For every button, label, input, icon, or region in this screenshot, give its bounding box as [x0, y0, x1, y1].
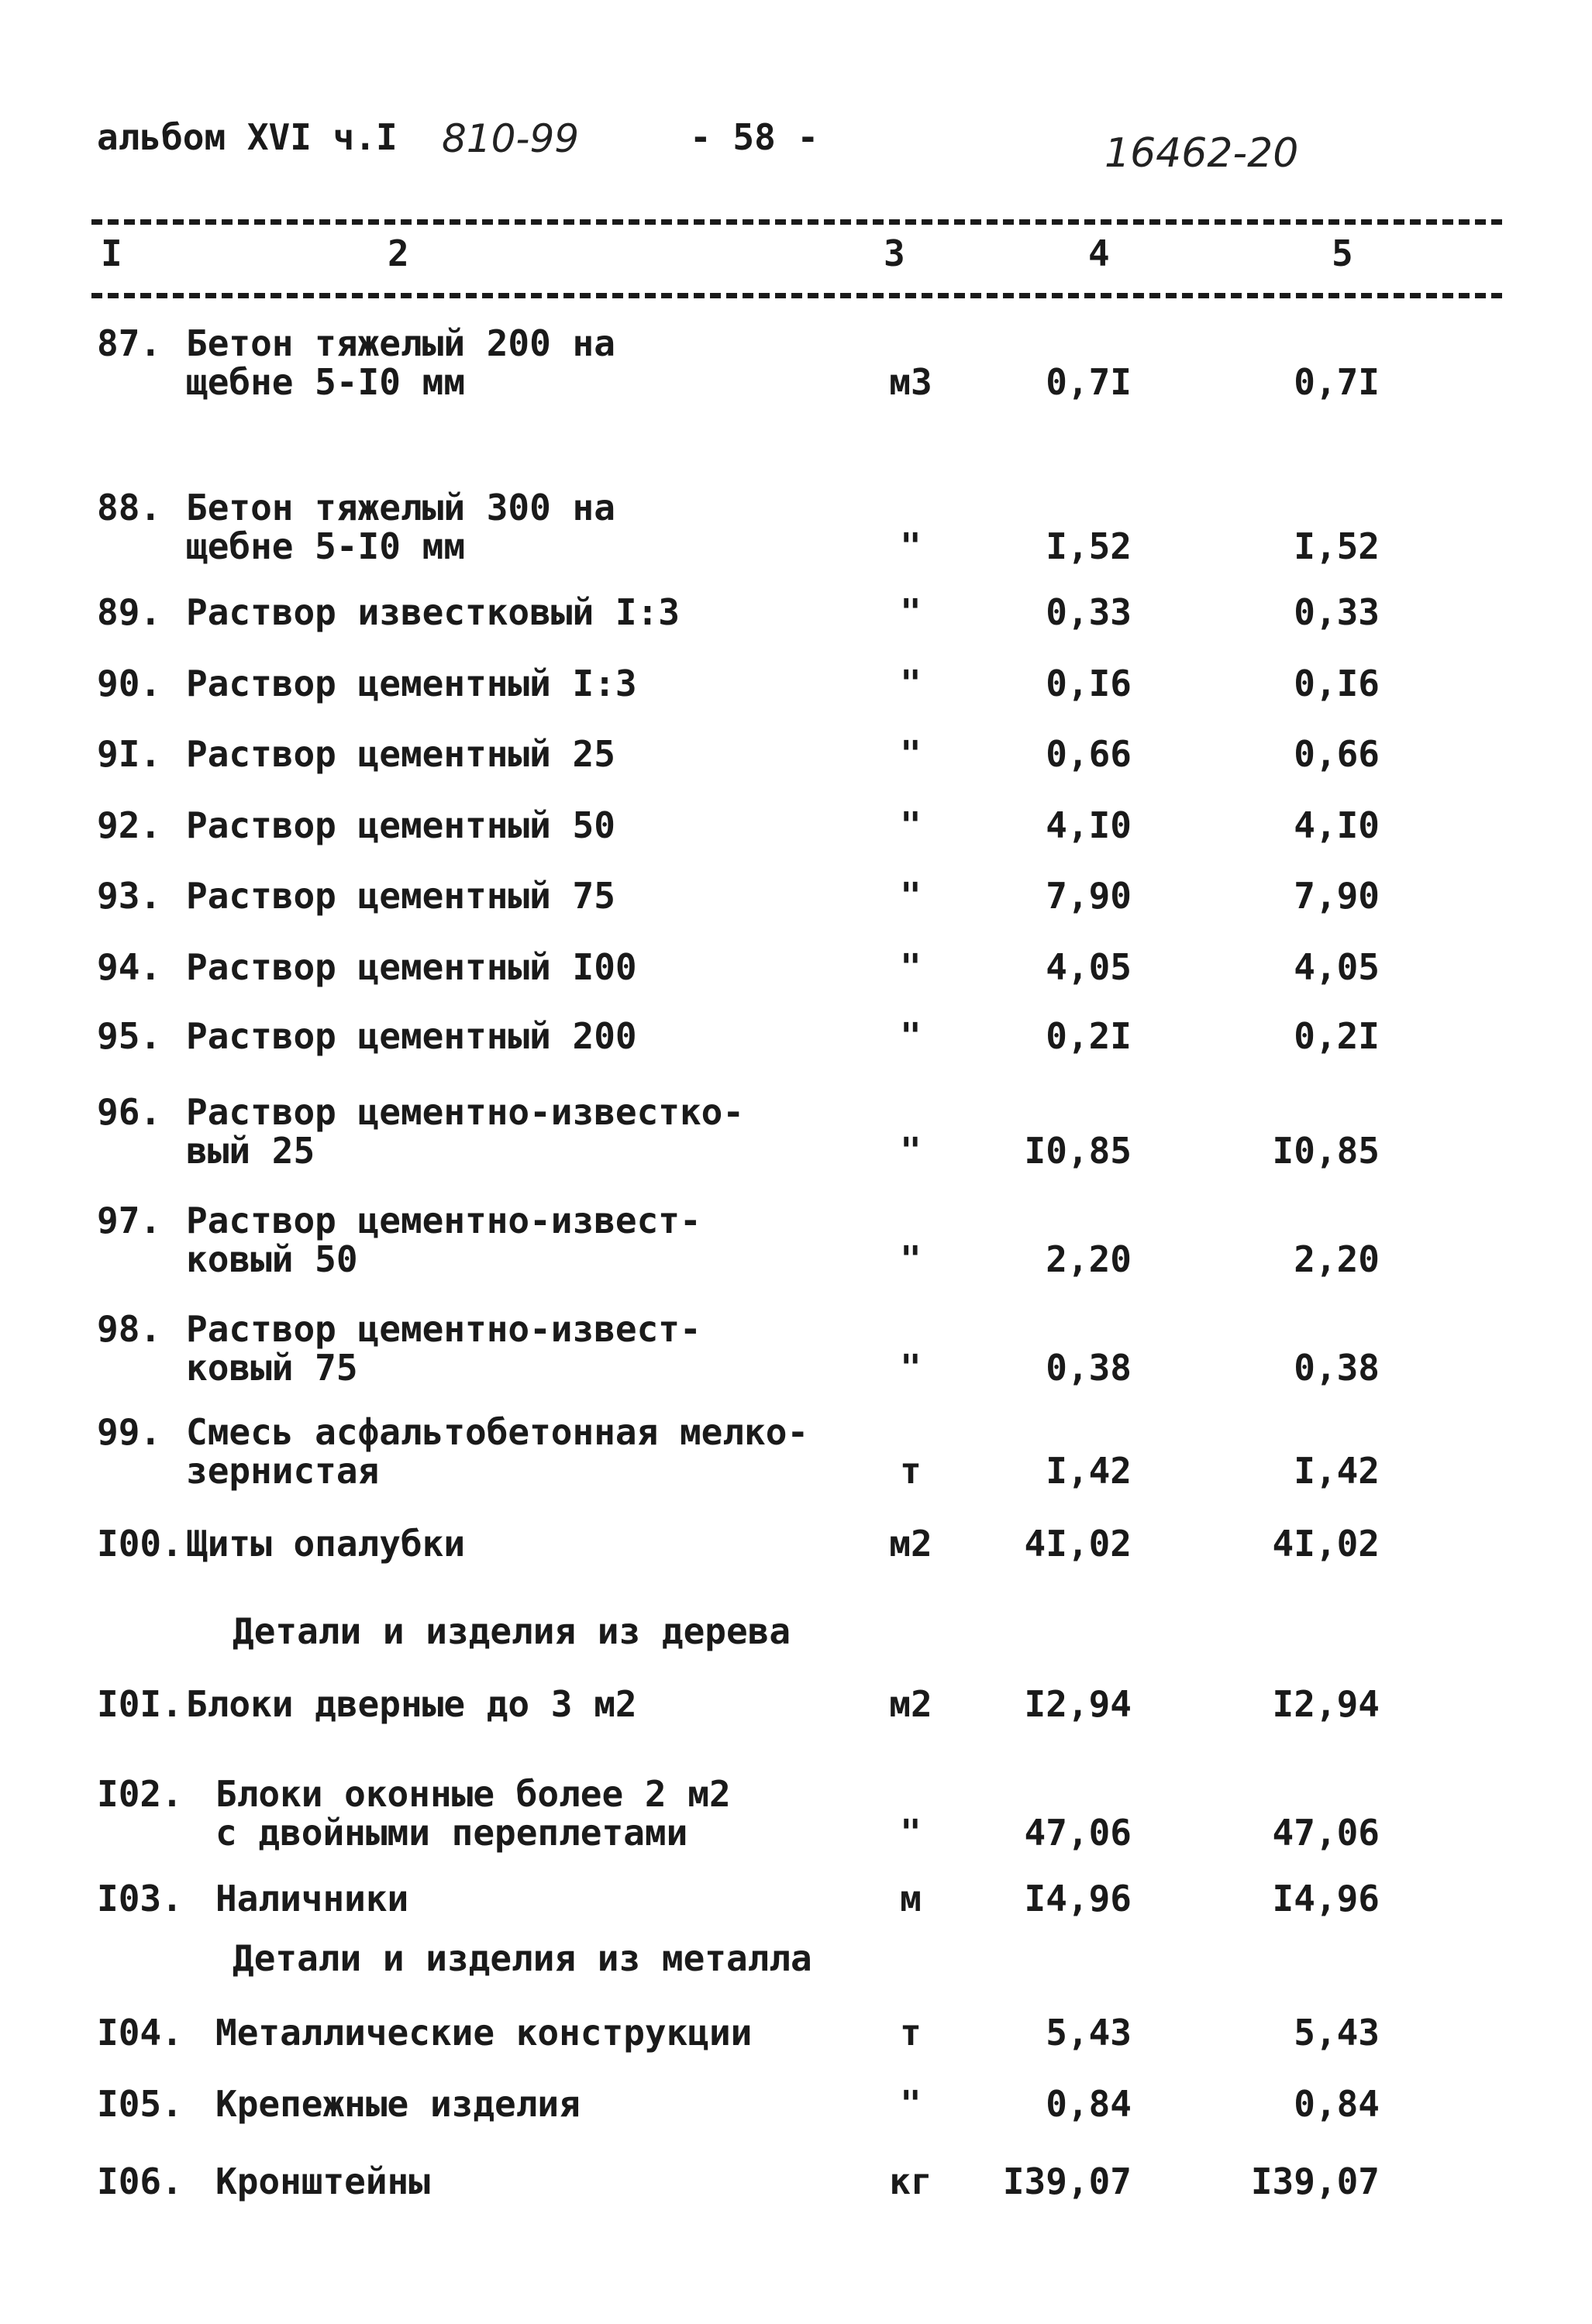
material-name: Щиты опалубки	[186, 1523, 466, 1565]
value-col-4: I2,94	[1024, 1683, 1132, 1725]
value-col-5: 0,2I	[1294, 1015, 1380, 1057]
value-col-5: 2,20	[1294, 1238, 1380, 1280]
value-col-4: 4,I0	[1046, 804, 1132, 846]
album-label: альбом XVI ч.I	[97, 116, 398, 158]
unit-cell: т	[900, 1450, 922, 1492]
material-name: Блоки оконные более 2 м2 с двойными переплетами	[215, 1773, 731, 1854]
value-col-4: 2,20	[1046, 1238, 1132, 1280]
material-name: Раствор цементно-извест- ковый 75	[186, 1308, 701, 1389]
row-number: 9I.	[97, 733, 162, 775]
row-number: 96.	[97, 1091, 162, 1133]
unit-cell: м3	[889, 361, 932, 403]
unit-cell: "	[900, 733, 922, 775]
row-number: 95.	[97, 1015, 162, 1057]
material-name: Раствор цементный 25	[186, 733, 615, 775]
row-number: I02.	[97, 1773, 183, 1815]
row-number: I00.	[97, 1523, 183, 1565]
material-name: Раствор цементный 200	[186, 1015, 637, 1057]
value-col-4: 0,38	[1046, 1347, 1132, 1389]
value-col-5: I,52	[1294, 525, 1380, 567]
row-number: I04.	[97, 2012, 183, 2054]
row-number: I06.	[97, 2160, 183, 2202]
value-col-5: 0,7I	[1294, 361, 1380, 403]
value-col-4: I0,85	[1024, 1130, 1132, 1172]
row-number: 99.	[97, 1411, 162, 1453]
unit-cell: "	[900, 804, 922, 846]
material-name: Крепежные изделия	[215, 2083, 581, 2125]
column-header-4: 4	[1088, 232, 1110, 274]
material-name: Бетон тяжелый 200 на щебне 5-I0 мм	[186, 322, 615, 403]
row-number: 97.	[97, 1200, 162, 1241]
value-col-4: I,42	[1046, 1450, 1132, 1492]
value-col-5: 4,I0	[1294, 804, 1380, 846]
unit-cell: "	[900, 525, 922, 567]
value-col-4: 4I,02	[1024, 1523, 1132, 1565]
material-name: Блоки дверные до 3 м2	[186, 1683, 637, 1725]
row-number: I05.	[97, 2083, 183, 2125]
unit-cell: "	[900, 2083, 922, 2125]
value-col-4: 0,66	[1046, 733, 1132, 775]
value-col-4: 0,I6	[1046, 663, 1132, 704]
unit-cell: т	[900, 2012, 922, 2054]
value-col-5: I,42	[1294, 1450, 1380, 1492]
unit-cell: м2	[889, 1523, 932, 1565]
page-number: - 58 -	[690, 116, 819, 158]
material-name: Раствор цементно-известко- вый 25	[186, 1091, 745, 1172]
value-col-5: I2,94	[1272, 1683, 1380, 1725]
value-col-4: I4,96	[1024, 1878, 1132, 1919]
column-header-1: I	[101, 232, 122, 274]
column-header-3: 3	[884, 232, 905, 274]
value-col-5: I4,96	[1272, 1878, 1380, 1919]
value-col-4: 0,33	[1046, 591, 1132, 633]
value-col-4: I39,07	[1002, 2160, 1132, 2202]
value-col-5: 0,38	[1294, 1347, 1380, 1389]
row-number: 87.	[97, 322, 162, 364]
value-col-5: 0,66	[1294, 733, 1380, 775]
value-col-4: 0,84	[1046, 2083, 1132, 2125]
handwritten-doc-number: 16462-20	[1104, 130, 1299, 177]
section-heading-wood: Детали и изделия из дерева	[233, 1610, 791, 1652]
row-number: 94.	[97, 946, 162, 988]
unit-cell: м	[900, 1878, 922, 1919]
value-col-4: I,52	[1046, 525, 1132, 567]
unit-cell: "	[900, 1130, 922, 1172]
material-name: Раствор цементно-извест- ковый 50	[186, 1200, 701, 1280]
value-col-5: I0,85	[1272, 1130, 1380, 1172]
unit-cell: "	[900, 875, 922, 917]
unit-cell: "	[900, 1015, 922, 1057]
material-name: Раствор известковый I:3	[186, 591, 680, 633]
handwritten-code: 810-99	[442, 116, 580, 161]
value-col-5: 47,06	[1272, 1812, 1380, 1854]
unit-cell: "	[900, 591, 922, 633]
column-header-2: 2	[388, 232, 409, 274]
row-number: 88.	[97, 487, 162, 528]
column-header-5: 5	[1332, 232, 1353, 274]
header-dashed-rule	[91, 293, 1502, 298]
value-col-4: 0,7I	[1046, 361, 1132, 403]
material-name: Раствор цементный 50	[186, 804, 615, 846]
material-name: Кронштейны	[215, 2160, 430, 2202]
row-number: 92.	[97, 804, 162, 846]
top-dashed-rule	[91, 219, 1502, 225]
value-col-5: 0,33	[1294, 591, 1380, 633]
value-col-4: 0,2I	[1046, 1015, 1132, 1057]
material-name: Металлические конструкции	[215, 2012, 753, 2054]
value-col-5: 4I,02	[1272, 1523, 1380, 1565]
material-name: Раствор цементный I00	[186, 946, 637, 988]
value-col-5: 4,05	[1294, 946, 1380, 988]
material-name: Смесь асфальтобетонная мелко- зернистая	[186, 1411, 809, 1492]
material-name: Раствор цементный I:3	[186, 663, 637, 704]
unit-cell: кг	[889, 2160, 932, 2202]
value-col-4: 5,43	[1046, 2012, 1132, 2054]
unit-cell: "	[900, 1238, 922, 1280]
value-col-5: 0,I6	[1294, 663, 1380, 704]
unit-cell: "	[900, 946, 922, 988]
value-col-4: 47,06	[1024, 1812, 1132, 1854]
value-col-5: 5,43	[1294, 2012, 1380, 2054]
unit-cell: м2	[889, 1683, 932, 1725]
value-col-5: I39,07	[1250, 2160, 1380, 2202]
unit-cell: "	[900, 663, 922, 704]
row-number: 93.	[97, 875, 162, 917]
unit-cell: "	[900, 1812, 922, 1854]
unit-cell: "	[900, 1347, 922, 1389]
section-heading-metal: Детали и изделия из металла	[233, 1937, 812, 1979]
value-col-5: 7,90	[1294, 875, 1380, 917]
material-name: Бетон тяжелый 300 на щебне 5-I0 мм	[186, 487, 615, 567]
value-col-4: 7,90	[1046, 875, 1132, 917]
row-number: 90.	[97, 663, 162, 704]
row-number: I0I.	[97, 1683, 183, 1725]
material-name: Наличники	[215, 1878, 409, 1919]
row-number: 89.	[97, 591, 162, 633]
row-number: I03.	[97, 1878, 183, 1919]
material-name: Раствор цементный 75	[186, 875, 615, 917]
value-col-5: 0,84	[1294, 2083, 1380, 2125]
value-col-4: 4,05	[1046, 946, 1132, 988]
row-number: 98.	[97, 1308, 162, 1350]
